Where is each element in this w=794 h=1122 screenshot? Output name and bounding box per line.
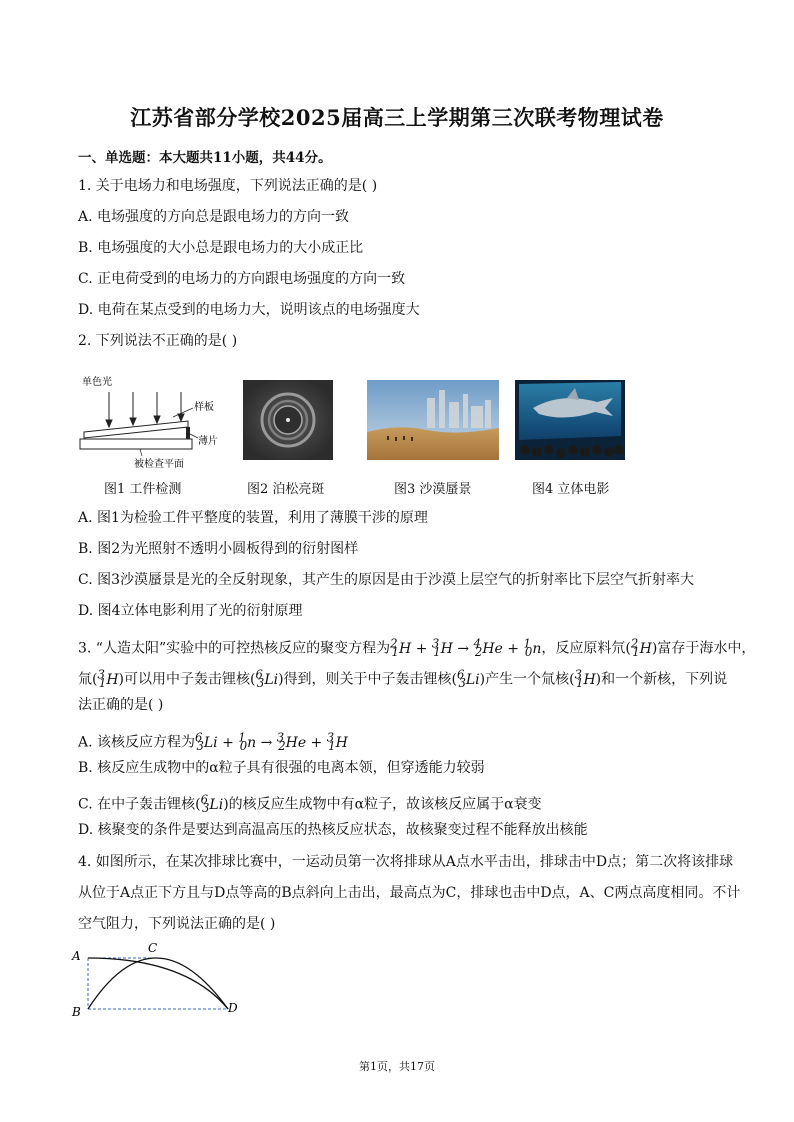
figure-3-desert-mirage — [367, 380, 499, 460]
q1-option-b: B. 电场强度的大小总是跟电场力的大小成正比 — [78, 240, 364, 256]
q3-option-c: C. 在中子轰击锂核($^6_3$Li)的核反应生成物中有α粒子，故该核反应属于α衰变 — [78, 792, 542, 816]
label-monochromatic-light: 单色光 — [82, 377, 112, 388]
point-b-label: B — [72, 1005, 81, 1019]
q2-stem: 2. 下列说法不正确的是( ) — [78, 333, 238, 349]
fusion-equation: $^2_1$H + $^3_1$H → $^4_2$He + $^1_0$n — [390, 636, 542, 660]
figure-3-caption: 图3 沙漠蜃景 — [394, 482, 472, 497]
figure-2-poisson-spot — [243, 380, 333, 460]
q1-option-a: A. 电场强度的方向总是跟电场力的方向一致 — [78, 209, 350, 225]
page-footer: 第1页，共17页 — [359, 1060, 435, 1073]
q4-stem-line3: 空气阻力，下列说法正确的是( ) — [78, 916, 276, 932]
q3-stem-line1: 3. “人造太阳”实验中的可控热核反应的聚变方程为$^2_1$H + $^3_1$H → $^4_2$He + $^1_0$n，反应原料氘($^2_1$H)富存于海水中， — [78, 636, 756, 660]
figure-2-caption: 图2 泊松亮斑 — [247, 482, 325, 497]
page-title: 江苏省部分学校2025届高三上学期第三次联考物理试卷 — [130, 105, 664, 130]
reaction-equation: $^6_3$Li + $^1_0$n → $^3_2$He + $^3_1$H — [195, 730, 348, 754]
q3-stem-line2: 氚($^3_1$H)可以用中子轰击锂核($^6_3$Li)得到，则关于中子轰击锂核($^6_3$Li)产生一个氚核($^3_1$H)和一个新核，下列说 — [78, 667, 728, 691]
point-d-label: D — [228, 1001, 238, 1015]
q2-option-d: D. 图4立体电影利用了光的衍射原理 — [78, 603, 303, 619]
section-heading: 一、单选题：本大题共11小题，共44分。 — [78, 150, 332, 166]
label-thin-sheet: 薄片 — [198, 436, 218, 447]
figure-4-3d-movie — [515, 380, 625, 460]
figure-1-diagram — [78, 372, 228, 472]
q3-option-d: D. 核聚变的条件是要达到高温高压的热核反应状态，故核聚变过程不能释放出核能 — [78, 822, 588, 838]
q1-stem: 1. 关于电场力和电场强度，下列说法正确的是( ) — [78, 178, 378, 194]
point-a-label: A — [72, 949, 81, 963]
q2-option-c: C. 图3沙漠蜃景是光的全反射现象，其产生的原因是由于沙漠上层空气的折射率比下层空气折射率大 — [78, 572, 695, 588]
q4-stem-line1: 4. 如图所示，在某次排球比赛中，一运动员第一次将排球从A点水平击出，排球击中D点；第二次将该排球 — [78, 854, 734, 870]
label-inspected-surface: 被检查平面 — [134, 459, 184, 470]
q3-stem-line3: 法正确的是( ) — [78, 697, 164, 713]
figure-volleyball-trajectory — [68, 936, 248, 1022]
q4-stem-line2: 从位于A点正下方且与D点等高的B点斜向上击出，最高点为C，排球也击中D点，A、C两点高度相同。不计 — [78, 885, 741, 901]
q3-option-a: A. 该核反应方程为$^6_3$Li + $^1_0$n → $^3_2$He + $^3_1$H — [78, 730, 348, 754]
q1-option-c: C. 正电荷受到的电场力的方向跟电场强度的方向一致 — [78, 271, 406, 287]
q2-option-a: A. 图1为检验工件平整度的装置，利用了薄膜干涉的原理 — [78, 510, 428, 526]
label-sample-plate: 样板 — [194, 402, 214, 413]
q2-option-b: B. 图2为光照射不透明小圆板得到的衍射图样 — [78, 541, 359, 557]
figure-4-caption: 图4 立体电影 — [532, 482, 610, 497]
q1-option-d: D. 电荷在某点受到的电场力大，说明该点的电场强度大 — [78, 302, 420, 318]
q3-option-b: B. 核反应生成物中的α粒子具有很强的电离本领，但穿透能力较弱 — [78, 760, 485, 776]
point-c-label: C — [148, 941, 158, 955]
figure-1-caption: 图1 工件检测 — [104, 482, 182, 497]
